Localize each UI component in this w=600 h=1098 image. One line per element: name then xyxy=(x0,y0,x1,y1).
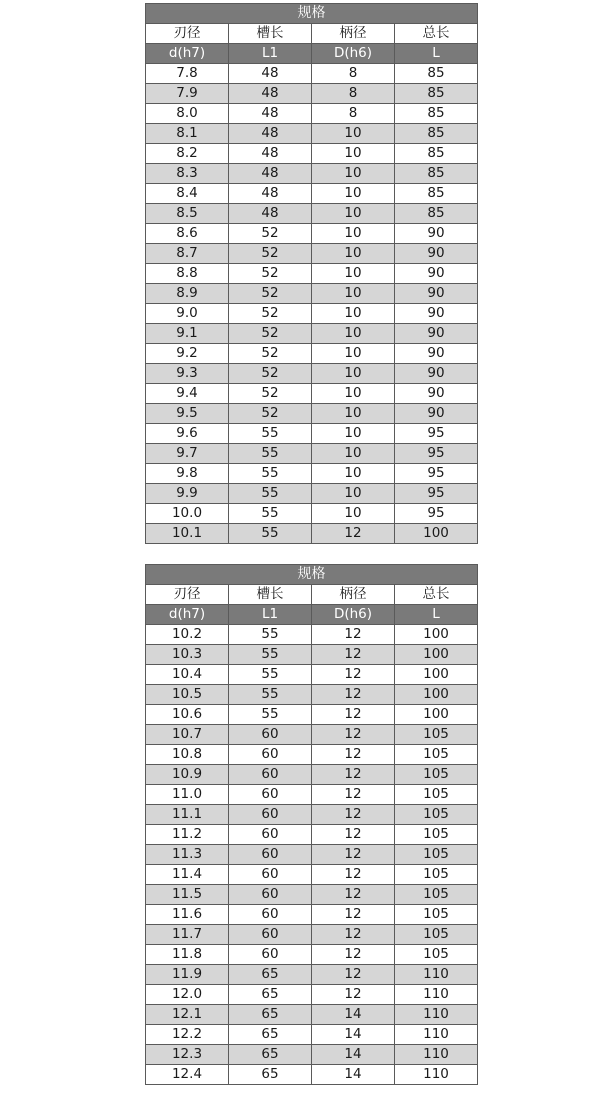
table-row xyxy=(146,524,478,544)
cell-shank-diameter: 10 xyxy=(312,304,395,324)
cell-blade-diameter: 11.8 xyxy=(146,945,229,965)
cell-flute-length: 55 xyxy=(229,524,312,544)
cell-overall-length: 95 xyxy=(395,424,478,444)
cell-overall-length: 90 xyxy=(395,284,478,304)
header-symbol-l1: L1 xyxy=(229,44,312,64)
cell-flute-length: 55 xyxy=(229,424,312,444)
cell-shank-diameter: 10 xyxy=(312,124,395,144)
cell-shank-diameter: 12 xyxy=(312,945,395,965)
cell-blade-diameter: 8.0 xyxy=(146,104,229,124)
cell-shank-diameter: 12 xyxy=(312,845,395,865)
cell-flute-length: 52 xyxy=(229,384,312,404)
table-row xyxy=(146,1025,478,1045)
cell-shank-diameter: 12 xyxy=(312,645,395,665)
cell-shank-diameter: 12 xyxy=(312,805,395,825)
cell-blade-diameter: 9.4 xyxy=(146,384,229,404)
cell-shank-diameter: 10 xyxy=(312,324,395,344)
cell-shank-diameter: 8 xyxy=(312,104,395,124)
header-shank-diameter: 柄径 xyxy=(312,585,395,605)
cell-overall-length: 105 xyxy=(395,785,478,805)
cell-blade-diameter: 8.9 xyxy=(146,284,229,304)
header-symbol-d: d(h7) xyxy=(146,605,229,625)
cell-flute-length: 55 xyxy=(229,444,312,464)
header-overall-length: 总长 xyxy=(395,24,478,44)
cell-shank-diameter: 10 xyxy=(312,344,395,364)
header-overall-length: 总长 xyxy=(395,585,478,605)
cell-blade-diameter: 9.8 xyxy=(146,464,229,484)
cell-flute-length: 60 xyxy=(229,725,312,745)
table-row xyxy=(146,665,478,685)
cell-overall-length: 85 xyxy=(395,144,478,164)
cell-overall-length: 105 xyxy=(395,765,478,785)
cell-overall-length: 110 xyxy=(395,1025,478,1045)
header-row-cn xyxy=(146,585,478,605)
table-row xyxy=(146,484,478,504)
cell-blade-diameter: 10.8 xyxy=(146,745,229,765)
cell-shank-diameter: 12 xyxy=(312,785,395,805)
cell-shank-diameter: 12 xyxy=(312,905,395,925)
cell-flute-length: 48 xyxy=(229,144,312,164)
table-row xyxy=(146,705,478,725)
header-symbol-L: L xyxy=(395,44,478,64)
table-row xyxy=(146,645,478,665)
cell-flute-length: 48 xyxy=(229,124,312,144)
cell-blade-diameter: 11.3 xyxy=(146,845,229,865)
cell-flute-length: 52 xyxy=(229,224,312,244)
cell-blade-diameter: 11.5 xyxy=(146,885,229,905)
cell-overall-length: 110 xyxy=(395,1045,478,1065)
cell-flute-length: 55 xyxy=(229,705,312,725)
cell-flute-length: 52 xyxy=(229,284,312,304)
cell-shank-diameter: 12 xyxy=(312,825,395,845)
cell-shank-diameter: 14 xyxy=(312,1025,395,1045)
cell-blade-diameter: 12.3 xyxy=(146,1045,229,1065)
cell-blade-diameter: 8.3 xyxy=(146,164,229,184)
cell-blade-diameter: 12.2 xyxy=(146,1025,229,1045)
table-row xyxy=(146,444,478,464)
cell-flute-length: 55 xyxy=(229,645,312,665)
cell-shank-diameter: 12 xyxy=(312,705,395,725)
table-row xyxy=(146,965,478,985)
table-row xyxy=(146,925,478,945)
cell-blade-diameter: 7.9 xyxy=(146,84,229,104)
cell-overall-length: 90 xyxy=(395,324,478,344)
header-flute-length: 槽长 xyxy=(229,585,312,605)
cell-overall-length: 85 xyxy=(395,124,478,144)
cell-overall-length: 90 xyxy=(395,244,478,264)
table-row xyxy=(146,765,478,785)
header-row-symbol xyxy=(146,44,478,64)
table-row xyxy=(146,1065,478,1085)
cell-shank-diameter: 10 xyxy=(312,404,395,424)
cell-overall-length: 105 xyxy=(395,805,478,825)
cell-shank-diameter: 14 xyxy=(312,1005,395,1025)
header-symbol-D: D(h6) xyxy=(312,605,395,625)
cell-flute-length: 48 xyxy=(229,204,312,224)
cell-blade-diameter: 9.1 xyxy=(146,324,229,344)
cell-flute-length: 60 xyxy=(229,845,312,865)
cell-blade-diameter: 7.8 xyxy=(146,64,229,84)
cell-blade-diameter: 11.6 xyxy=(146,905,229,925)
table-row xyxy=(146,785,478,805)
cell-overall-length: 85 xyxy=(395,164,478,184)
cell-shank-diameter: 10 xyxy=(312,184,395,204)
table-title: 规格 xyxy=(146,4,478,24)
cell-flute-length: 55 xyxy=(229,625,312,645)
header-row-symbol xyxy=(146,605,478,625)
cell-blade-diameter: 8.6 xyxy=(146,224,229,244)
cell-shank-diameter: 12 xyxy=(312,765,395,785)
table-row xyxy=(146,725,478,745)
cell-shank-diameter: 12 xyxy=(312,965,395,985)
table-row xyxy=(146,224,478,244)
table-row xyxy=(146,805,478,825)
cell-blade-diameter: 8.4 xyxy=(146,184,229,204)
table-row xyxy=(146,204,478,224)
cell-flute-length: 65 xyxy=(229,1045,312,1065)
cell-shank-diameter: 12 xyxy=(312,865,395,885)
table-row xyxy=(146,384,478,404)
cell-flute-length: 60 xyxy=(229,825,312,845)
header-symbol-d: d(h7) xyxy=(146,44,229,64)
cell-blade-diameter: 11.9 xyxy=(146,965,229,985)
cell-overall-length: 105 xyxy=(395,905,478,925)
cell-shank-diameter: 10 xyxy=(312,424,395,444)
table-row xyxy=(146,344,478,364)
cell-blade-diameter: 8.5 xyxy=(146,204,229,224)
cell-flute-length: 55 xyxy=(229,685,312,705)
cell-overall-length: 105 xyxy=(395,945,478,965)
cell-flute-length: 60 xyxy=(229,865,312,885)
cell-overall-length: 105 xyxy=(395,725,478,745)
cell-overall-length: 90 xyxy=(395,384,478,404)
cell-shank-diameter: 10 xyxy=(312,364,395,384)
header-row-cn xyxy=(146,24,478,44)
cell-shank-diameter: 10 xyxy=(312,144,395,164)
cell-overall-length: 95 xyxy=(395,504,478,524)
table-row xyxy=(146,164,478,184)
table-title-row xyxy=(146,4,478,24)
cell-overall-length: 95 xyxy=(395,464,478,484)
cell-shank-diameter: 12 xyxy=(312,745,395,765)
cell-flute-length: 48 xyxy=(229,184,312,204)
cell-flute-length: 52 xyxy=(229,264,312,284)
cell-shank-diameter: 14 xyxy=(312,1045,395,1065)
header-blade-diameter: 刃径 xyxy=(146,585,229,605)
cell-blade-diameter: 10.6 xyxy=(146,705,229,725)
table-row xyxy=(146,865,478,885)
cell-overall-length: 105 xyxy=(395,885,478,905)
table-row xyxy=(146,184,478,204)
table-row xyxy=(146,304,478,324)
table-row xyxy=(146,424,478,444)
cell-blade-diameter: 12.1 xyxy=(146,1005,229,1025)
cell-blade-diameter: 10.4 xyxy=(146,665,229,685)
cell-shank-diameter: 12 xyxy=(312,725,395,745)
cell-overall-length: 100 xyxy=(395,705,478,725)
cell-overall-length: 90 xyxy=(395,304,478,324)
cell-blade-diameter: 11.0 xyxy=(146,785,229,805)
cell-blade-diameter: 8.1 xyxy=(146,124,229,144)
cell-blade-diameter: 8.2 xyxy=(146,144,229,164)
spec-table-2 xyxy=(145,564,478,1085)
cell-flute-length: 48 xyxy=(229,64,312,84)
table-row xyxy=(146,1005,478,1025)
cell-flute-length: 55 xyxy=(229,504,312,524)
cell-overall-length: 85 xyxy=(395,64,478,84)
cell-flute-length: 48 xyxy=(229,164,312,184)
cell-flute-length: 55 xyxy=(229,665,312,685)
cell-shank-diameter: 10 xyxy=(312,384,395,404)
cell-flute-length: 48 xyxy=(229,84,312,104)
cell-blade-diameter: 9.7 xyxy=(146,444,229,464)
cell-shank-diameter: 14 xyxy=(312,1065,395,1085)
table-row xyxy=(146,324,478,344)
cell-flute-length: 60 xyxy=(229,905,312,925)
cell-blade-diameter: 9.9 xyxy=(146,484,229,504)
table-row xyxy=(146,104,478,124)
cell-overall-length: 105 xyxy=(395,745,478,765)
cell-flute-length: 65 xyxy=(229,1065,312,1085)
header-blade-diameter: 刃径 xyxy=(146,24,229,44)
cell-shank-diameter: 12 xyxy=(312,885,395,905)
header-shank-diameter: 柄径 xyxy=(312,24,395,44)
table-row xyxy=(146,264,478,284)
cell-flute-length: 60 xyxy=(229,885,312,905)
cell-shank-diameter: 10 xyxy=(312,464,395,484)
cell-shank-diameter: 10 xyxy=(312,204,395,224)
table-row xyxy=(146,464,478,484)
cell-overall-length: 100 xyxy=(395,524,478,544)
cell-flute-length: 55 xyxy=(229,484,312,504)
cell-blade-diameter: 10.3 xyxy=(146,645,229,665)
cell-overall-length: 85 xyxy=(395,104,478,124)
cell-blade-diameter: 11.1 xyxy=(146,805,229,825)
table-row xyxy=(146,685,478,705)
cell-shank-diameter: 10 xyxy=(312,284,395,304)
table-row xyxy=(146,1045,478,1065)
cell-overall-length: 105 xyxy=(395,865,478,885)
cell-blade-diameter: 10.7 xyxy=(146,725,229,745)
table-row xyxy=(146,945,478,965)
table-row xyxy=(146,985,478,1005)
table-row xyxy=(146,64,478,84)
header-symbol-L: L xyxy=(395,605,478,625)
table-row xyxy=(146,504,478,524)
table-row xyxy=(146,905,478,925)
cell-blade-diameter: 12.0 xyxy=(146,985,229,1005)
cell-shank-diameter: 10 xyxy=(312,224,395,244)
table-row xyxy=(146,284,478,304)
cell-blade-diameter: 9.0 xyxy=(146,304,229,324)
cell-overall-length: 110 xyxy=(395,1065,478,1085)
cell-overall-length: 105 xyxy=(395,925,478,945)
cell-overall-length: 110 xyxy=(395,985,478,1005)
cell-overall-length: 85 xyxy=(395,184,478,204)
cell-shank-diameter: 12 xyxy=(312,985,395,1005)
cell-flute-length: 60 xyxy=(229,765,312,785)
cell-blade-diameter: 10.2 xyxy=(146,625,229,645)
cell-flute-length: 52 xyxy=(229,344,312,364)
cell-blade-diameter: 10.0 xyxy=(146,504,229,524)
header-symbol-D: D(h6) xyxy=(312,44,395,64)
cell-blade-diameter: 8.8 xyxy=(146,264,229,284)
table-row xyxy=(146,364,478,384)
table-body xyxy=(146,625,478,1085)
cell-overall-length: 90 xyxy=(395,364,478,384)
cell-shank-diameter: 12 xyxy=(312,524,395,544)
cell-flute-length: 65 xyxy=(229,1025,312,1045)
table-row xyxy=(146,825,478,845)
table-row xyxy=(146,885,478,905)
cell-flute-length: 60 xyxy=(229,805,312,825)
cell-shank-diameter: 10 xyxy=(312,444,395,464)
table-body xyxy=(146,64,478,544)
cell-blade-diameter: 10.1 xyxy=(146,524,229,544)
cell-flute-length: 48 xyxy=(229,104,312,124)
cell-shank-diameter: 10 xyxy=(312,164,395,184)
cell-flute-length: 52 xyxy=(229,244,312,264)
table-row xyxy=(146,124,478,144)
cell-shank-diameter: 10 xyxy=(312,484,395,504)
cell-blade-diameter: 8.7 xyxy=(146,244,229,264)
cell-flute-length: 60 xyxy=(229,945,312,965)
cell-flute-length: 60 xyxy=(229,785,312,805)
cell-blade-diameter: 11.2 xyxy=(146,825,229,845)
table-row xyxy=(146,144,478,164)
cell-flute-length: 65 xyxy=(229,965,312,985)
cell-overall-length: 90 xyxy=(395,404,478,424)
cell-shank-diameter: 10 xyxy=(312,504,395,524)
cell-flute-length: 52 xyxy=(229,324,312,344)
cell-overall-length: 90 xyxy=(395,224,478,244)
header-symbol-l1: L1 xyxy=(229,605,312,625)
cell-overall-length: 110 xyxy=(395,1005,478,1025)
cell-shank-diameter: 12 xyxy=(312,625,395,645)
cell-flute-length: 52 xyxy=(229,364,312,384)
cell-flute-length: 52 xyxy=(229,304,312,324)
cell-blade-diameter: 9.2 xyxy=(146,344,229,364)
cell-overall-length: 85 xyxy=(395,84,478,104)
cell-shank-diameter: 10 xyxy=(312,244,395,264)
cell-overall-length: 90 xyxy=(395,344,478,364)
table-row xyxy=(146,845,478,865)
table-title-row xyxy=(146,565,478,585)
cell-flute-length: 65 xyxy=(229,1005,312,1025)
cell-overall-length: 105 xyxy=(395,845,478,865)
cell-blade-diameter: 10.9 xyxy=(146,765,229,785)
cell-flute-length: 60 xyxy=(229,925,312,945)
cell-overall-length: 100 xyxy=(395,685,478,705)
cell-blade-diameter: 12.4 xyxy=(146,1065,229,1085)
cell-overall-length: 90 xyxy=(395,264,478,284)
cell-blade-diameter: 9.6 xyxy=(146,424,229,444)
table-row xyxy=(146,745,478,765)
spec-table-1 xyxy=(145,3,478,544)
cell-shank-diameter: 10 xyxy=(312,264,395,284)
table-row xyxy=(146,244,478,264)
cell-shank-diameter: 12 xyxy=(312,665,395,685)
cell-overall-length: 100 xyxy=(395,625,478,645)
cell-blade-diameter: 11.7 xyxy=(146,925,229,945)
cell-overall-length: 110 xyxy=(395,965,478,985)
table-row xyxy=(146,625,478,645)
cell-blade-diameter: 10.5 xyxy=(146,685,229,705)
header-flute-length: 槽长 xyxy=(229,24,312,44)
cell-shank-diameter: 8 xyxy=(312,84,395,104)
cell-shank-diameter: 12 xyxy=(312,685,395,705)
cell-blade-diameter: 9.5 xyxy=(146,404,229,424)
cell-shank-diameter: 12 xyxy=(312,925,395,945)
cell-flute-length: 65 xyxy=(229,985,312,1005)
table-title: 规格 xyxy=(146,565,478,585)
cell-blade-diameter: 11.4 xyxy=(146,865,229,885)
table-row xyxy=(146,404,478,424)
cell-flute-length: 55 xyxy=(229,464,312,484)
cell-overall-length: 105 xyxy=(395,825,478,845)
cell-shank-diameter: 8 xyxy=(312,64,395,84)
table-row xyxy=(146,84,478,104)
cell-flute-length: 60 xyxy=(229,745,312,765)
cell-blade-diameter: 9.3 xyxy=(146,364,229,384)
cell-overall-length: 95 xyxy=(395,444,478,464)
cell-flute-length: 52 xyxy=(229,404,312,424)
cell-overall-length: 100 xyxy=(395,665,478,685)
cell-overall-length: 95 xyxy=(395,484,478,504)
cell-overall-length: 100 xyxy=(395,645,478,665)
cell-overall-length: 85 xyxy=(395,204,478,224)
